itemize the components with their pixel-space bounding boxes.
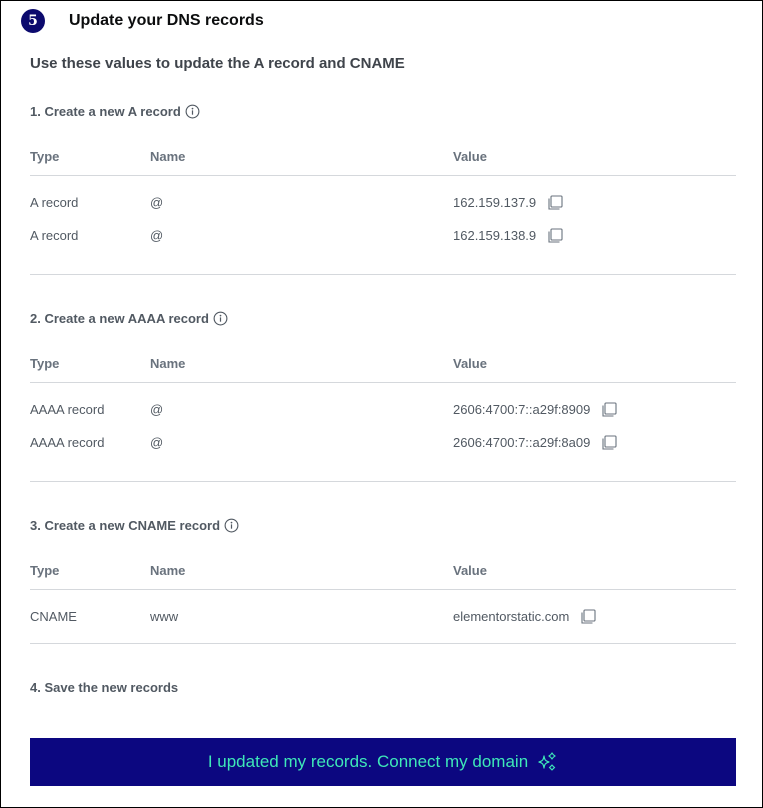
section-aaaa-record xyxy=(30,309,736,450)
record-value: 2606:4700:7::a29f:8909 xyxy=(453,402,591,417)
copy-icon[interactable] xyxy=(600,401,618,419)
section-title: 2. Create a new AAAA record xyxy=(30,310,209,326)
section-divider xyxy=(30,274,736,275)
table-row xyxy=(30,219,736,252)
record-type: A record xyxy=(30,195,79,210)
table-header xyxy=(30,550,736,590)
record-name: @ xyxy=(150,435,164,450)
table-header xyxy=(30,136,736,176)
info-icon[interactable] xyxy=(224,518,239,533)
record-value: 2606:4700:7::a29f:8a09 xyxy=(453,435,591,450)
table-row xyxy=(30,186,736,219)
section-divider xyxy=(30,481,736,482)
copy-icon[interactable] xyxy=(600,434,618,452)
page-title: Update your DNS records xyxy=(69,12,264,29)
section-a-record xyxy=(30,102,736,243)
copy-icon[interactable] xyxy=(546,227,564,245)
column-header-name: Name xyxy=(150,355,186,371)
sparkle-icon xyxy=(536,751,558,773)
column-header-type: Type xyxy=(30,148,60,164)
section-save-records xyxy=(30,678,736,696)
copy-icon[interactable] xyxy=(579,608,597,626)
table-row xyxy=(30,590,736,643)
record-type: AAAA record xyxy=(30,402,105,417)
section-title: 3. Create a new CNAME record xyxy=(30,517,221,533)
record-type: AAAA record xyxy=(30,435,105,450)
record-type: A record xyxy=(30,228,79,243)
column-header-value: Value xyxy=(453,562,487,578)
section-cname-record xyxy=(30,516,736,624)
column-header-type: Type xyxy=(30,562,60,578)
info-icon[interactable] xyxy=(185,104,200,119)
record-value: elementorstatic.com xyxy=(453,609,570,624)
table-row xyxy=(30,393,736,426)
column-header-name: Name xyxy=(150,148,186,164)
step-number-badge: 5 xyxy=(21,9,45,33)
record-value: 162.159.138.9 xyxy=(453,228,537,243)
column-header-type: Type xyxy=(30,355,60,371)
record-name: www xyxy=(150,609,179,624)
record-type: CNAME xyxy=(30,609,77,624)
connect-domain-label: I updated my records. Connect my domain xyxy=(207,752,529,771)
record-value: 162.159.137.9 xyxy=(453,195,537,210)
connect-domain-button[interactable] xyxy=(30,738,736,786)
section-title: 1. Create a new A record xyxy=(30,103,181,119)
section-divider xyxy=(30,643,736,644)
table-row xyxy=(30,426,736,459)
table-header xyxy=(30,343,736,383)
column-header-value: Value xyxy=(453,148,487,164)
instructions-subtitle: Use these values to update the A record and CNAME xyxy=(30,55,405,72)
column-header-value: Value xyxy=(453,355,487,371)
section-title: 4. Save the new records xyxy=(30,679,179,695)
record-name: @ xyxy=(150,228,164,243)
step-header xyxy=(21,9,264,33)
column-header-name: Name xyxy=(150,562,186,578)
copy-icon[interactable] xyxy=(546,194,564,212)
record-name: @ xyxy=(150,195,164,210)
record-name: @ xyxy=(150,402,164,417)
info-icon[interactable] xyxy=(213,311,228,326)
